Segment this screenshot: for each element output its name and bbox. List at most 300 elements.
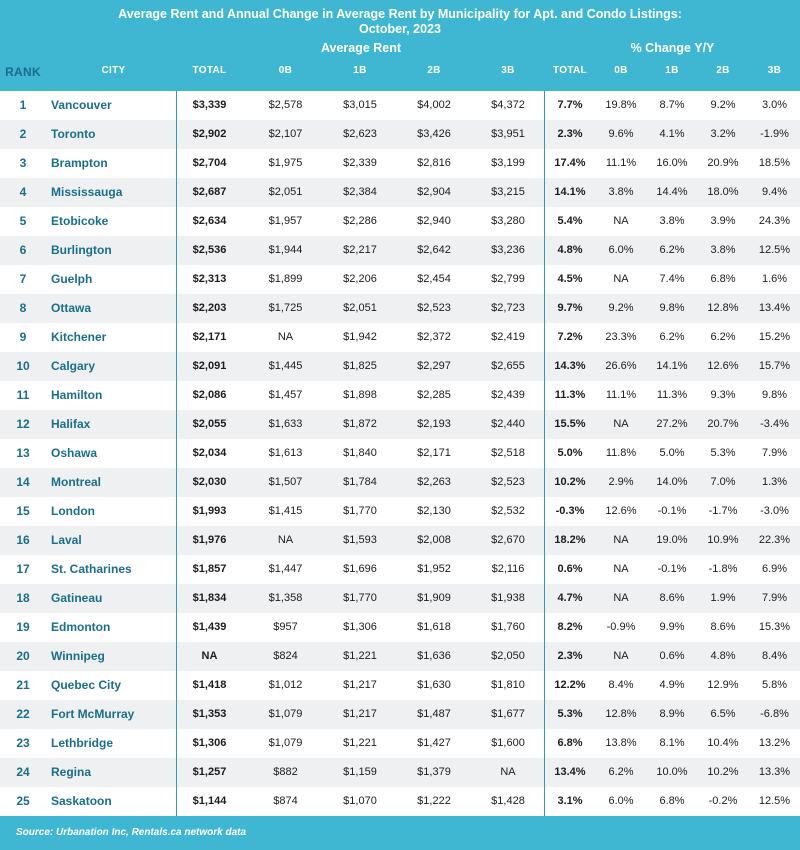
cell-rank: 4 [19, 185, 27, 199]
cell-0b-rent: $1,725 [268, 302, 303, 314]
divider-city-rent [176, 91, 177, 816]
table-row [0, 584, 800, 613]
cell-1b-change: 8.6% [659, 592, 685, 604]
cell-3b-rent: $2,532 [491, 505, 525, 517]
cell-total-rent: $2,902 [192, 128, 227, 140]
cell-total-change: 5.0% [557, 447, 583, 459]
cell-0b-rent: $1,415 [268, 505, 303, 517]
cell-rank: 25 [16, 794, 30, 808]
cell-rank: 11 [16, 388, 30, 402]
cell-1b-rent: $1,942 [343, 331, 377, 343]
cell-total-rent: $1,418 [192, 679, 227, 691]
cell-0b-change: -0.9% [606, 621, 636, 633]
cell-3b-change: 13.4% [758, 302, 791, 314]
cell-1b-change: 8.9% [659, 708, 685, 720]
table-row [0, 468, 800, 497]
cell-0b-change: 2.9% [608, 476, 634, 488]
cell-1b-change: 9.8% [659, 302, 685, 314]
col-1b-rent: 1B [353, 65, 367, 76]
cell-2b-change: 5.3% [710, 447, 736, 459]
cell-rank: 10 [16, 359, 30, 373]
cell-city: Ottawa [51, 301, 92, 315]
cell-1b-rent: $2,286 [343, 215, 377, 227]
cell-0b-change: 9.6% [608, 128, 634, 140]
cell-total-rent: $1,857 [192, 563, 227, 575]
col-0b-change: 0B [614, 65, 628, 76]
cell-total-rent: $1,976 [192, 534, 227, 546]
cell-0b-rent: $1,457 [268, 389, 303, 401]
table-header [0, 0, 800, 91]
cell-city: Mississauga [51, 185, 123, 199]
table-row [0, 671, 800, 700]
cell-2b-change: 10.2% [707, 766, 739, 778]
cell-city: Hamilton [51, 388, 103, 402]
cell-1b-rent: $2,051 [343, 302, 377, 314]
cell-city: Montreal [51, 475, 102, 489]
cell-total-change: 9.7% [557, 302, 583, 314]
cell-city: Lethbridge [51, 736, 113, 750]
cell-2b-rent: $2,297 [417, 360, 451, 372]
cell-2b-change: 4.8% [710, 650, 736, 662]
cell-2b-rent: $1,630 [417, 679, 451, 691]
cell-2b-change: -1.8% [708, 563, 738, 575]
table-row [0, 758, 800, 787]
cell-2b-change: 12.8% [707, 302, 739, 314]
cell-0b-rent: $824 [273, 650, 298, 662]
cell-0b-change: 3.8% [608, 186, 634, 198]
cell-0b-change: 13.8% [605, 737, 637, 749]
cell-3b-change: 9.8% [761, 389, 788, 401]
cell-3b-rent: $2,419 [491, 331, 525, 343]
cell-city: Regina [51, 765, 92, 779]
cell-city: Etobicoke [51, 214, 109, 228]
cell-0b-change: 11.1% [605, 157, 637, 169]
cell-2b-rent: $1,427 [417, 737, 451, 749]
cell-total-change: 4.5% [557, 273, 583, 285]
cell-3b-change: 1.6% [761, 273, 788, 285]
cell-0b-change: 6.2% [608, 766, 634, 778]
cell-total-change: 10.2% [554, 476, 586, 488]
cell-2b-rent: $1,909 [417, 592, 451, 604]
cell-rank: 6 [19, 243, 27, 257]
cell-total-rent: $1,834 [192, 592, 227, 604]
cell-total-rent: $2,030 [192, 476, 227, 488]
cell-0b-rent: $874 [273, 795, 298, 807]
cell-total-change: 14.1% [554, 186, 586, 198]
cell-0b-change: NA [613, 418, 629, 430]
cell-1b-rent: $2,339 [343, 157, 377, 169]
cell-1b-change: 10.0% [656, 766, 688, 778]
cell-0b-change: 19.8% [605, 99, 637, 111]
table-title [0, 7, 800, 37]
cell-2b-rent: $2,171 [417, 447, 451, 459]
cell-rank: 14 [16, 475, 30, 489]
cell-1b-change: -0.1% [657, 563, 687, 575]
cell-total-change: 4.8% [557, 244, 583, 256]
cell-total-change: 2.3% [557, 128, 583, 140]
cell-2b-rent: $2,904 [417, 186, 451, 198]
cell-3b-change: 15.2% [758, 331, 791, 343]
cell-2b-rent: $1,636 [417, 650, 451, 662]
cell-1b-change: 8.7% [659, 99, 685, 111]
cell-0b-change: NA [613, 650, 629, 662]
cell-total-change: 3.1% [557, 795, 583, 807]
cell-2b-change: -1.7% [708, 505, 738, 517]
cell-total-change: 6.8% [557, 737, 583, 749]
cell-3b-change: 12.5% [758, 795, 791, 807]
cell-city: Kitchener [51, 330, 107, 344]
cell-3b-change: 7.9% [761, 447, 788, 459]
cell-city: Saskatoon [51, 794, 112, 808]
cell-2b-change: -0.2% [708, 795, 738, 807]
table-row [0, 265, 800, 294]
cell-total-change: 12.2% [554, 679, 586, 691]
table-row [0, 120, 800, 149]
col-3b-change: 3B [767, 65, 782, 76]
table-row [0, 91, 800, 120]
cell-1b-rent: $1,872 [343, 418, 377, 430]
cell-total-rent: $2,687 [192, 186, 227, 198]
cell-2b-rent: $2,940 [417, 215, 451, 227]
cell-city: Calgary [51, 359, 96, 373]
table-row [0, 323, 800, 352]
cell-0b-rent: $1,613 [268, 447, 303, 459]
table-row [0, 381, 800, 410]
cell-3b-change: 1.3% [761, 476, 788, 488]
cell-rank: 21 [16, 678, 30, 692]
cell-2b-rent: $2,130 [417, 505, 451, 517]
cell-rank: 13 [16, 446, 30, 460]
col-2b-change: 2B [716, 65, 730, 76]
cell-2b-rent: $4,002 [417, 99, 451, 111]
cell-rank: 24 [16, 765, 30, 779]
cell-city: Halifax [51, 417, 91, 431]
cell-3b-rent: $3,236 [491, 244, 525, 256]
cell-1b-rent: $2,623 [343, 128, 377, 140]
cell-3b-change: 18.5% [758, 157, 791, 169]
cell-rank: 9 [19, 330, 27, 344]
col-city: CITY [101, 65, 126, 76]
table-body [0, 91, 800, 816]
cell-2b-rent: $2,816 [417, 157, 451, 169]
cell-3b-rent: $2,439 [491, 389, 525, 401]
cell-0b-change: NA [613, 592, 629, 604]
cell-3b-change: 22.3% [758, 534, 791, 546]
cell-0b-change: 6.0% [608, 795, 634, 807]
cell-2b-rent: $2,523 [417, 302, 451, 314]
cell-3b-rent: $1,677 [491, 708, 525, 720]
cell-3b-rent: $2,523 [491, 476, 525, 488]
cell-1b-change: 8.1% [659, 737, 685, 749]
cell-3b-change: -3.4% [760, 418, 789, 430]
cell-2b-change: 12.9% [707, 679, 739, 691]
table-row [0, 439, 800, 468]
cell-total-change: -0.3% [555, 505, 585, 517]
cell-total-change: 14.3% [554, 360, 586, 372]
cell-2b-change: 10.4% [707, 737, 739, 749]
title-line-2: October, 2023 [359, 22, 441, 36]
group-percent-change: % Change Y/Y [630, 41, 715, 55]
cell-1b-change: -0.1% [657, 505, 687, 517]
cell-1b-change: 11.3% [656, 389, 688, 401]
cell-3b-rent: $3,215 [491, 186, 525, 198]
cell-rank: 17 [16, 562, 30, 576]
cell-1b-rent: $1,593 [343, 534, 377, 546]
cell-3b-change: 3.0% [761, 99, 788, 111]
cell-total-rent: $3,339 [192, 99, 227, 111]
table-row [0, 526, 800, 555]
cell-total-rent: $2,171 [192, 331, 227, 343]
cell-total-change: 17.4% [554, 157, 586, 169]
cell-city: Edmonton [51, 620, 111, 634]
col-rank: RANK [5, 65, 41, 79]
cell-2b-rent: $2,193 [417, 418, 451, 430]
cell-3b-change: 12.5% [758, 244, 791, 256]
cell-1b-rent: $3,015 [343, 99, 377, 111]
col-0b-rent: 0B [278, 65, 293, 76]
table-row [0, 613, 800, 642]
cell-2b-change: 20.9% [707, 157, 739, 169]
cell-2b-rent: $1,618 [417, 621, 451, 633]
cell-0b-change: 12.6% [605, 505, 637, 517]
cell-0b-change: 6.0% [608, 244, 634, 256]
cell-1b-rent: $2,206 [343, 273, 377, 285]
table-row [0, 236, 800, 265]
cell-1b-rent: $1,696 [343, 563, 377, 575]
cell-1b-change: 16.0% [656, 157, 688, 169]
cell-2b-change: 3.2% [710, 128, 736, 140]
cell-0b-rent: $1,079 [268, 737, 303, 749]
cell-0b-change: 11.1% [605, 389, 637, 401]
cell-3b-rent: $2,116 [491, 563, 525, 575]
cell-city: London [51, 504, 95, 518]
cell-0b-change: NA [613, 273, 629, 285]
cell-0b-rent: $1,957 [268, 215, 303, 227]
cell-total-change: 13.4% [554, 766, 586, 778]
cell-city: Quebec City [51, 678, 122, 692]
cell-1b-rent: $1,221 [343, 737, 377, 749]
cell-total-rent: $2,086 [192, 389, 227, 401]
cell-3b-change: -1.9% [760, 128, 789, 140]
cell-2b-change: 12.6% [707, 360, 739, 372]
cell-1b-change: 6.2% [659, 244, 685, 256]
source-note: Source: Urbanation Inc, Rentals.ca network data [16, 827, 247, 838]
cell-rank: 5 [19, 214, 27, 228]
cell-total-rent: $2,536 [192, 244, 227, 256]
cell-total-rent: $2,634 [192, 215, 227, 227]
cell-total-rent: $1,257 [192, 766, 227, 778]
col-1b-change: 1B [665, 65, 679, 76]
cell-1b-change: 9.9% [659, 621, 685, 633]
cell-1b-rent: $2,217 [343, 244, 377, 256]
cell-3b-change: 5.8% [761, 679, 788, 691]
cell-3b-change: 9.4% [761, 186, 788, 198]
cell-3b-rent: $2,723 [491, 302, 525, 314]
table-row [0, 149, 800, 178]
cell-3b-rent: $2,050 [491, 650, 525, 662]
cell-rank: 16 [16, 533, 30, 547]
cell-0b-change: 23.3% [605, 331, 637, 343]
cell-1b-change: 19.0% [656, 534, 688, 546]
cell-rank: 1 [19, 98, 27, 112]
cell-0b-change: NA [613, 215, 629, 227]
cell-0b-rent: $1,899 [268, 273, 303, 285]
divider-rent-change [544, 91, 545, 816]
cell-1b-rent: $2,384 [343, 186, 377, 198]
cell-0b-rent: $2,578 [268, 99, 303, 111]
cell-total-rent: $2,313 [192, 273, 227, 285]
col-3b-rent: 3B [501, 65, 515, 76]
cell-0b-change: 8.4% [608, 679, 634, 691]
cell-total-change: 15.5% [554, 418, 586, 430]
cell-rank: 18 [16, 591, 30, 605]
cell-0b-rent: $1,944 [268, 244, 303, 256]
cell-1b-change: 14.1% [656, 360, 688, 372]
cell-rank: 7 [19, 272, 27, 286]
cell-1b-rent: $1,840 [343, 447, 377, 459]
cell-0b-rent: $1,447 [268, 563, 303, 575]
cell-city: Brampton [51, 156, 108, 170]
cell-0b-rent: $1,633 [268, 418, 303, 430]
cell-1b-rent: $1,770 [343, 592, 377, 604]
cell-2b-rent: $1,379 [417, 766, 451, 778]
cell-1b-change: 14.0% [656, 476, 688, 488]
cell-1b-change: 5.0% [659, 447, 685, 459]
cell-city: Burlington [51, 243, 112, 257]
cell-city: Winnipeg [51, 649, 105, 663]
cell-2b-change: 6.8% [710, 273, 736, 285]
cell-total-change: 5.4% [557, 215, 583, 227]
col-total-change: TOTAL [553, 65, 587, 76]
cell-2b-change: 20.7% [707, 418, 739, 430]
cell-total-rent: $1,144 [192, 795, 227, 807]
cell-2b-rent: $2,372 [417, 331, 451, 343]
cell-2b-change: 6.5% [710, 708, 736, 720]
table-footer [0, 816, 800, 850]
cell-0b-change: 26.6% [605, 360, 637, 372]
cell-1b-change: 27.2% [656, 418, 688, 430]
cell-total-rent: $1,993 [192, 505, 227, 517]
cell-0b-rent: $882 [273, 766, 298, 778]
cell-total-rent: $2,091 [192, 360, 227, 372]
cell-0b-rent: $1,079 [268, 708, 303, 720]
cell-2b-change: 8.6% [710, 621, 736, 633]
cell-total-change: 7.7% [557, 99, 583, 111]
table-row [0, 294, 800, 323]
cell-2b-rent: $2,008 [417, 534, 451, 546]
cell-1b-change: 0.6% [659, 650, 685, 662]
cell-2b-rent: $2,263 [417, 476, 451, 488]
cell-3b-change: -6.8% [760, 708, 789, 720]
cell-2b-change: 3.8% [710, 244, 736, 256]
cell-1b-rent: $1,217 [343, 708, 377, 720]
cell-3b-rent: $1,810 [491, 679, 525, 691]
table-row [0, 352, 800, 381]
cell-total-rent: $1,306 [192, 737, 227, 749]
col-total-rent: TOTAL [192, 65, 227, 76]
cell-2b-change: 9.2% [710, 99, 736, 111]
cell-1b-change: 6.8% [659, 795, 685, 807]
cell-rank: 22 [16, 707, 30, 721]
cell-1b-change: 4.9% [659, 679, 685, 691]
cell-3b-rent: $2,670 [491, 534, 525, 546]
cell-1b-rent: $1,070 [343, 795, 377, 807]
cell-rank: 3 [19, 156, 27, 170]
cell-2b-change: 6.2% [710, 331, 736, 343]
cell-1b-rent: $1,306 [343, 621, 377, 633]
cell-0b-rent: $2,107 [268, 128, 303, 140]
cell-0b-rent: $1,507 [268, 476, 303, 488]
cell-2b-rent: $1,222 [417, 795, 451, 807]
cell-1b-change: 6.2% [659, 331, 685, 343]
cell-3b-change: -3.0% [760, 505, 789, 517]
table-row [0, 178, 800, 207]
cell-city: Fort McMurray [51, 707, 135, 721]
cell-total-change: 18.2% [554, 534, 586, 546]
cell-2b-rent: $2,285 [417, 389, 451, 401]
cell-3b-change: 13.2% [758, 737, 791, 749]
cell-city: St. Catharines [51, 562, 132, 576]
cell-1b-rent: $1,784 [343, 476, 377, 488]
cell-3b-rent: $1,760 [491, 621, 525, 633]
cell-city: Gatineau [51, 591, 103, 605]
cell-1b-rent: $1,217 [343, 679, 377, 691]
table-row [0, 729, 800, 758]
cell-2b-change: 18.0% [707, 186, 739, 198]
cell-total-rent: $1,439 [192, 621, 227, 633]
cell-0b-rent: $1,975 [268, 157, 303, 169]
cell-1b-change: 3.8% [659, 215, 685, 227]
table-row [0, 555, 800, 584]
cell-rank: 23 [16, 736, 30, 750]
cell-city: Guelph [51, 272, 93, 286]
group-average-rent: Average Rent [320, 41, 402, 55]
cell-3b-rent: $2,440 [491, 418, 525, 430]
cell-total-change: 11.3% [554, 389, 586, 401]
cell-2b-change: 3.9% [710, 215, 736, 227]
cell-2b-rent: $1,487 [417, 708, 451, 720]
cell-0b-change: NA [613, 563, 629, 575]
cell-rank: 12 [16, 417, 30, 431]
cell-3b-change: 13.3% [758, 766, 791, 778]
cell-0b-rent: NA [277, 331, 294, 343]
cell-3b-change: 15.7% [758, 360, 791, 372]
cell-0b-change: 11.8% [605, 447, 637, 459]
cell-3b-rent: $2,655 [491, 360, 525, 372]
cell-rank: 20 [16, 649, 30, 663]
cell-0b-rent: NA [277, 534, 294, 546]
cell-0b-rent: $2,051 [268, 186, 303, 198]
cell-0b-change: 9.2% [608, 302, 634, 314]
cell-1b-change: 4.1% [659, 128, 685, 140]
cell-3b-rent: $2,518 [491, 447, 525, 459]
cell-3b-rent: $1,600 [491, 737, 525, 749]
table-row [0, 497, 800, 526]
cell-city: Toronto [51, 127, 96, 141]
table-row [0, 787, 800, 816]
cell-1b-rent: $1,221 [343, 650, 377, 662]
cell-3b-rent: NA [500, 766, 516, 778]
cell-city: Vancouver [51, 98, 112, 112]
cell-total-rent: $2,055 [192, 418, 227, 430]
cell-2b-rent: $2,454 [417, 273, 451, 285]
cell-3b-rent: $4,372 [491, 99, 525, 111]
cell-1b-rent: $1,825 [343, 360, 377, 372]
cell-2b-change: 7.0% [710, 476, 736, 488]
cell-0b-rent: $1,012 [268, 679, 303, 691]
cell-2b-change: 10.9% [707, 534, 739, 546]
cell-0b-change: 12.8% [605, 708, 637, 720]
